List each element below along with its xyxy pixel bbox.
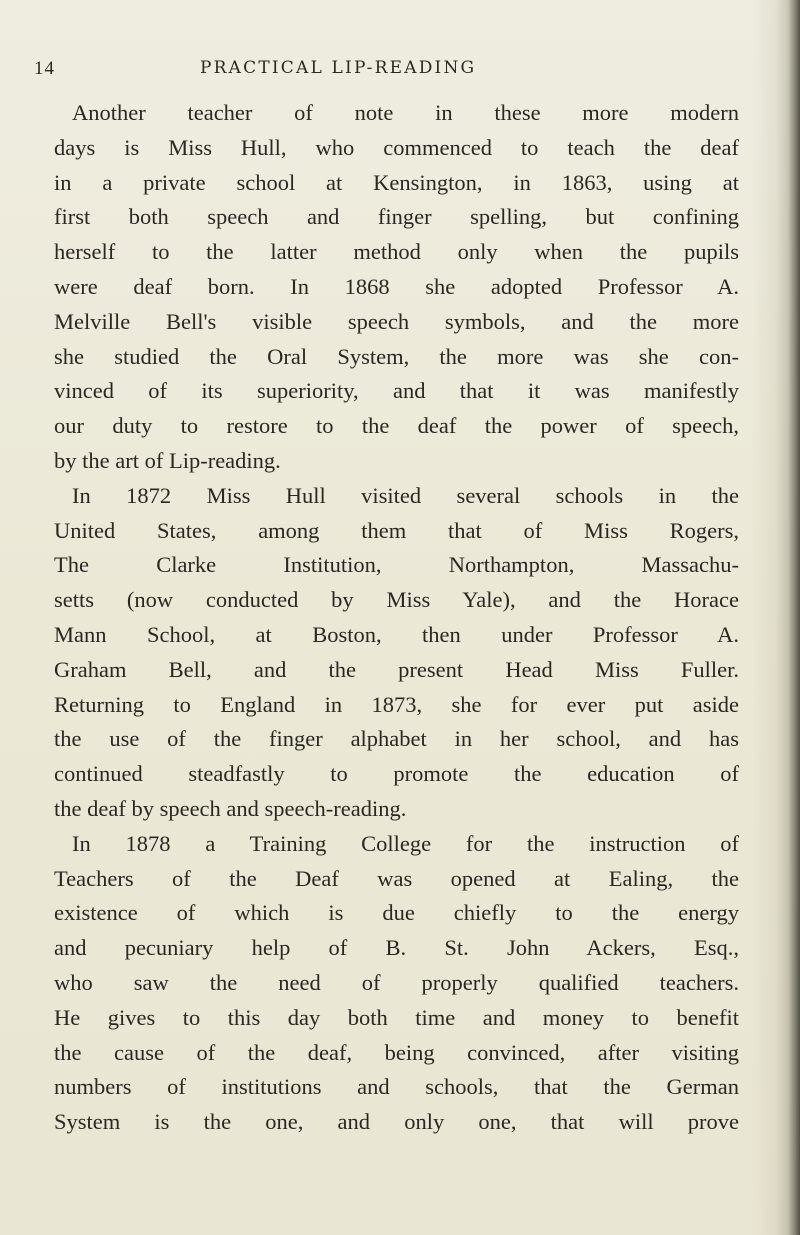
text-line: the deaf by speech and speech-reading. — [54, 795, 407, 821]
text-line: Teachers of the Deaf was opened at Ealing, the — [54, 865, 739, 891]
text-line: Graham Bell, and the present Head Miss Fuller. — [54, 656, 739, 682]
text-line: continued steadfastly to promote the education of — [54, 761, 739, 787]
text-line: numbers of institutions and schools, that the German — [54, 1074, 739, 1100]
text-line: Another teacher of note in these more modern — [72, 100, 739, 125]
text-line: He gives to this day both time and money to benefit — [54, 1004, 739, 1030]
text-line: setts (now conducted by Miss Yale), and the Horace — [54, 587, 739, 613]
running-title: PRACTICAL LIP-READING — [200, 58, 477, 78]
text-line: Mann School, at Boston, then under Professor A. — [54, 621, 739, 647]
text-line: Melville Bell's visible speech symbols, and the more — [54, 308, 739, 334]
text-line: she studied the Oral System, the more was she con- — [54, 343, 739, 369]
text-line: days is Miss Hull, who commenced to teach the deaf — [54, 134, 739, 160]
text-line: our duty to restore to the deaf the power of speech, — [54, 413, 739, 439]
text-line: System is the one, and only one, that will prove — [54, 1109, 739, 1135]
text-line: the cause of the deaf, being convinced, after visiting — [54, 1039, 739, 1065]
text-line: in a private school at Kensington, in 1863, using at — [54, 169, 739, 195]
text-line: vinced of its superiority, and that it was manifestly — [54, 378, 739, 404]
text-line: existence of which is due chiefly to the energy — [54, 900, 739, 926]
text-line: by the art of Lip-reading. — [54, 447, 281, 473]
text-line: The Clarke Institution, Northampton, Massachu- — [54, 552, 739, 578]
text-line: In 1878 a Training College for the instruction of — [72, 830, 739, 856]
spine-shadow — [788, 0, 800, 1235]
running-head — [34, 58, 734, 84]
text-line: herself to the latter method only when the pupils — [54, 239, 739, 265]
text-line: Returning to England in 1873, she for ever put aside — [54, 691, 739, 717]
body-text — [54, 96, 739, 1140]
page-number: 14 — [34, 58, 55, 79]
text-line: the use of the finger alphabet in her school, and has — [54, 726, 739, 752]
text-line: were deaf born. In 1868 she adopted Professor A. — [54, 273, 739, 299]
text-line: who saw the need of properly qualified teachers. — [54, 969, 739, 995]
text-line: and pecuniary help of B. St. John Ackers, Esq., — [54, 935, 739, 961]
text-line: United States, among them that of Miss Rogers, — [54, 517, 739, 543]
text-line: In 1872 Miss Hull visited several schools in the — [72, 482, 739, 508]
text-line: first both speech and finger spelling, but confining — [54, 204, 739, 230]
